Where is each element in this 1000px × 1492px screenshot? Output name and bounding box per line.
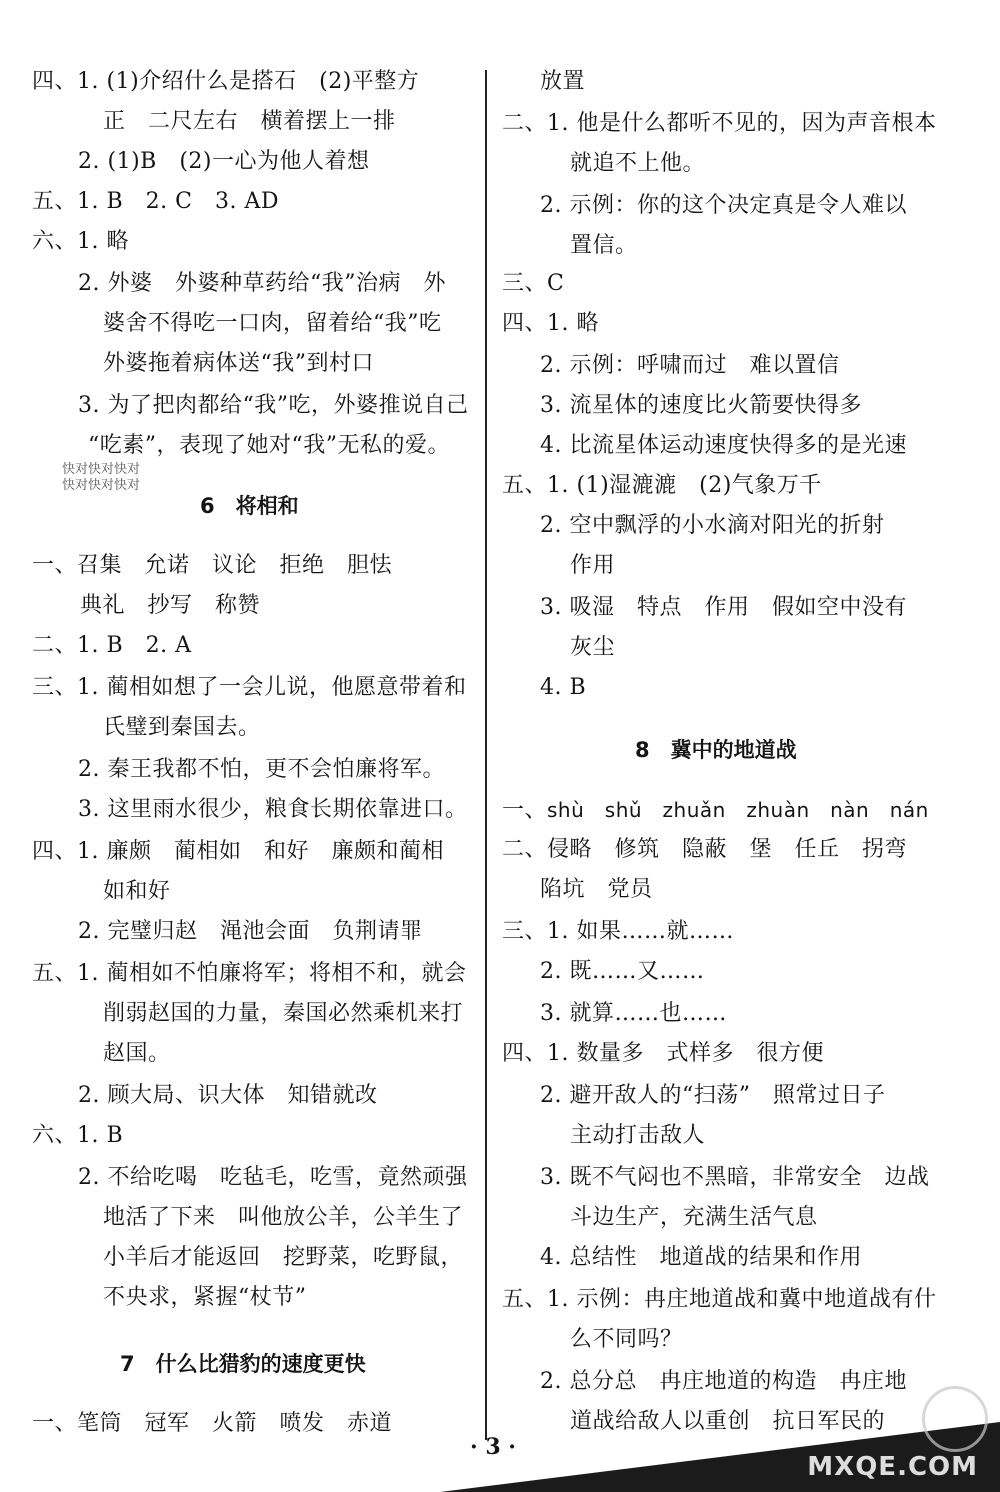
answer-line: 3. 既不气闷也不黑暗，非常安全 边战 xyxy=(540,1165,930,1190)
answer-line: 六、1. B xyxy=(32,1123,124,1148)
section-title: 7 什么比猎豹的速度更快 xyxy=(120,1352,366,1376)
question-number: 一、 xyxy=(502,798,548,823)
answer-line: 2. 完璧归赵 渑池会面 负荆请罪 xyxy=(78,919,423,944)
answer-line: 2. 秦王我都不怕，更不会怕廉将军。 xyxy=(78,757,445,782)
answer-line: 3. 就算……也…… xyxy=(540,1001,727,1026)
answer-line: 3. 流星体的速度比火箭要快得多 xyxy=(540,393,862,418)
answer-line: 小羊后才能返回 挖野菜，吃野鼠， xyxy=(103,1245,464,1270)
answer-line: 2. 不给吃喝 吃毡毛，吃雪，竟然顽强 xyxy=(78,1165,468,1190)
answer-line: 置信。 xyxy=(570,233,638,258)
answer-line: 二、1. 他是什么都听不见的，因为声音根本 xyxy=(502,111,937,136)
page-number: · 3 · xyxy=(470,1434,516,1460)
answer-line: 三、1. 蔺相如想了一会儿说，他愿意带着和 xyxy=(32,675,467,700)
answer-line: 五、1. 蔺相如不怕廉将军；将相不和，就会 xyxy=(32,961,467,986)
answer-line: 三、C xyxy=(502,271,565,296)
answer-line: 二、1. B 2. A xyxy=(32,633,192,658)
answer-line: 赵国。 xyxy=(103,1041,171,1066)
answer-line: 四、1. 数量多 式样多 很方便 xyxy=(502,1041,824,1066)
answer-line: 道战给敌人以重创 抗日军民的 xyxy=(570,1409,886,1434)
answer-line: 六、1. 略 xyxy=(32,229,129,254)
stamp-line-1: 快对快对快对 xyxy=(62,462,141,477)
pinyin-text: shù shǔ zhuǎn zhuàn nàn nán xyxy=(547,798,929,822)
answer-line: 削弱赵国的力量，秦国必然乘机来打 xyxy=(103,1001,464,1026)
answer-line: 就追不上他。 xyxy=(570,151,706,176)
answer-line: 五、1. 示例：冉庄地道战和冀中地道战有什 xyxy=(502,1287,937,1312)
answer-line: 正 二尺左右 横着摆上一排 xyxy=(103,109,396,134)
answer-line: 4. B xyxy=(540,675,587,700)
answer-line: 么不同吗？ xyxy=(570,1327,683,1352)
answer-line: 陷坑 党员 xyxy=(540,877,653,902)
answer-line: 4. 比流星体运动速度快得多的是光速 xyxy=(540,433,907,458)
answer-line: 地活了下来 叫他放公羊，公羊生了 xyxy=(103,1205,464,1230)
section-title: 8 冀中的地道战 xyxy=(635,738,797,762)
answer-line: 2. 外婆 外婆种草药给“我”治病 外 xyxy=(78,271,446,296)
column-divider xyxy=(485,70,487,1440)
answer-line: 如和好 xyxy=(103,879,171,904)
answer-line: 四、1. (1)介绍什么是搭石 (2)平整方 xyxy=(32,69,420,94)
answer-line: 婆舍不得吃一口肉，留着给“我”吃 xyxy=(103,311,442,336)
answer-line: “吃素”，表现了她对“我”无私的爱。 xyxy=(88,433,450,458)
answer-line: 一、笔筒 冠军 火箭 喷发 赤道 xyxy=(32,1411,393,1436)
answer-line: 3. 吸湿 特点 作用 假如空中没有 xyxy=(540,595,907,620)
answer-line: 2. 总分总 冉庄地道的构造 冉庄地 xyxy=(540,1369,907,1394)
answer-line: 3. 为了把肉都给“我”吃，外婆推说自己 xyxy=(78,393,469,418)
answer-line: 灰尘 xyxy=(570,635,616,660)
answer-line: 放置 xyxy=(540,69,586,94)
watermark-seal-icon xyxy=(922,1386,988,1452)
answer-line: 氏璧到秦国去。 xyxy=(103,715,261,740)
answer-line: 2. 避开敌人的“扫荡” 照常过日子 xyxy=(540,1083,886,1108)
answer-line: 2. 示例：呼啸而过 难以置信 xyxy=(540,353,840,378)
answer-line: 2. 空中飘浮的小水滴对阳光的折射 xyxy=(540,513,885,538)
answer-line: 2. (1)B (2)一心为他人着想 xyxy=(78,149,370,174)
answer-line: 五、1. B 2. C 3. AD xyxy=(32,189,279,214)
answer-line: 4. 总结性 地道战的结果和作用 xyxy=(540,1245,862,1270)
answer-line: 主动打击敌人 xyxy=(570,1123,706,1148)
answer-line: 三、1. 如果……就…… xyxy=(502,919,734,944)
answer-line: 2. 既……又…… xyxy=(540,959,705,984)
answer-line: 3. 这里雨水很少，粮食长期依靠进口。 xyxy=(78,797,468,822)
stamp-line-2: 快对快对快对 xyxy=(62,478,141,493)
watermark-text: MXQE.COM xyxy=(807,1452,978,1482)
answer-line: 一、召集 允诺 议论 拒绝 胆怯 xyxy=(32,553,393,578)
section-title: 6 将相和 xyxy=(200,494,299,518)
answer-line: 作用 xyxy=(570,553,616,578)
answer-line: 外婆拖着病体送“我”到村口 xyxy=(103,351,374,376)
answer-line: 二、侵略 修筑 隐蔽 堡 任丘 拐弯 xyxy=(502,837,908,862)
answer-line: 不央求，紧握“杖节” xyxy=(103,1285,307,1310)
answer-line: 斗边生产，充满生活气息 xyxy=(570,1205,818,1230)
pinyin-answer-line xyxy=(502,794,929,826)
answer-line: 四、1. 略 xyxy=(502,311,599,336)
stamp-text xyxy=(62,462,140,494)
answer-line: 2. 顾大局、识大体 知错就改 xyxy=(78,1083,378,1108)
answer-line: 五、1. (1)湿漉漉 (2)气象万千 xyxy=(502,473,822,498)
answer-line: 典礼 抄写 称赞 xyxy=(80,593,261,618)
answer-line: 2. 示例：你的这个决定真是令人难以 xyxy=(540,193,907,218)
answer-line: 四、1. 廉颇 蔺相如 和好 廉颇和蔺相 xyxy=(32,839,444,864)
